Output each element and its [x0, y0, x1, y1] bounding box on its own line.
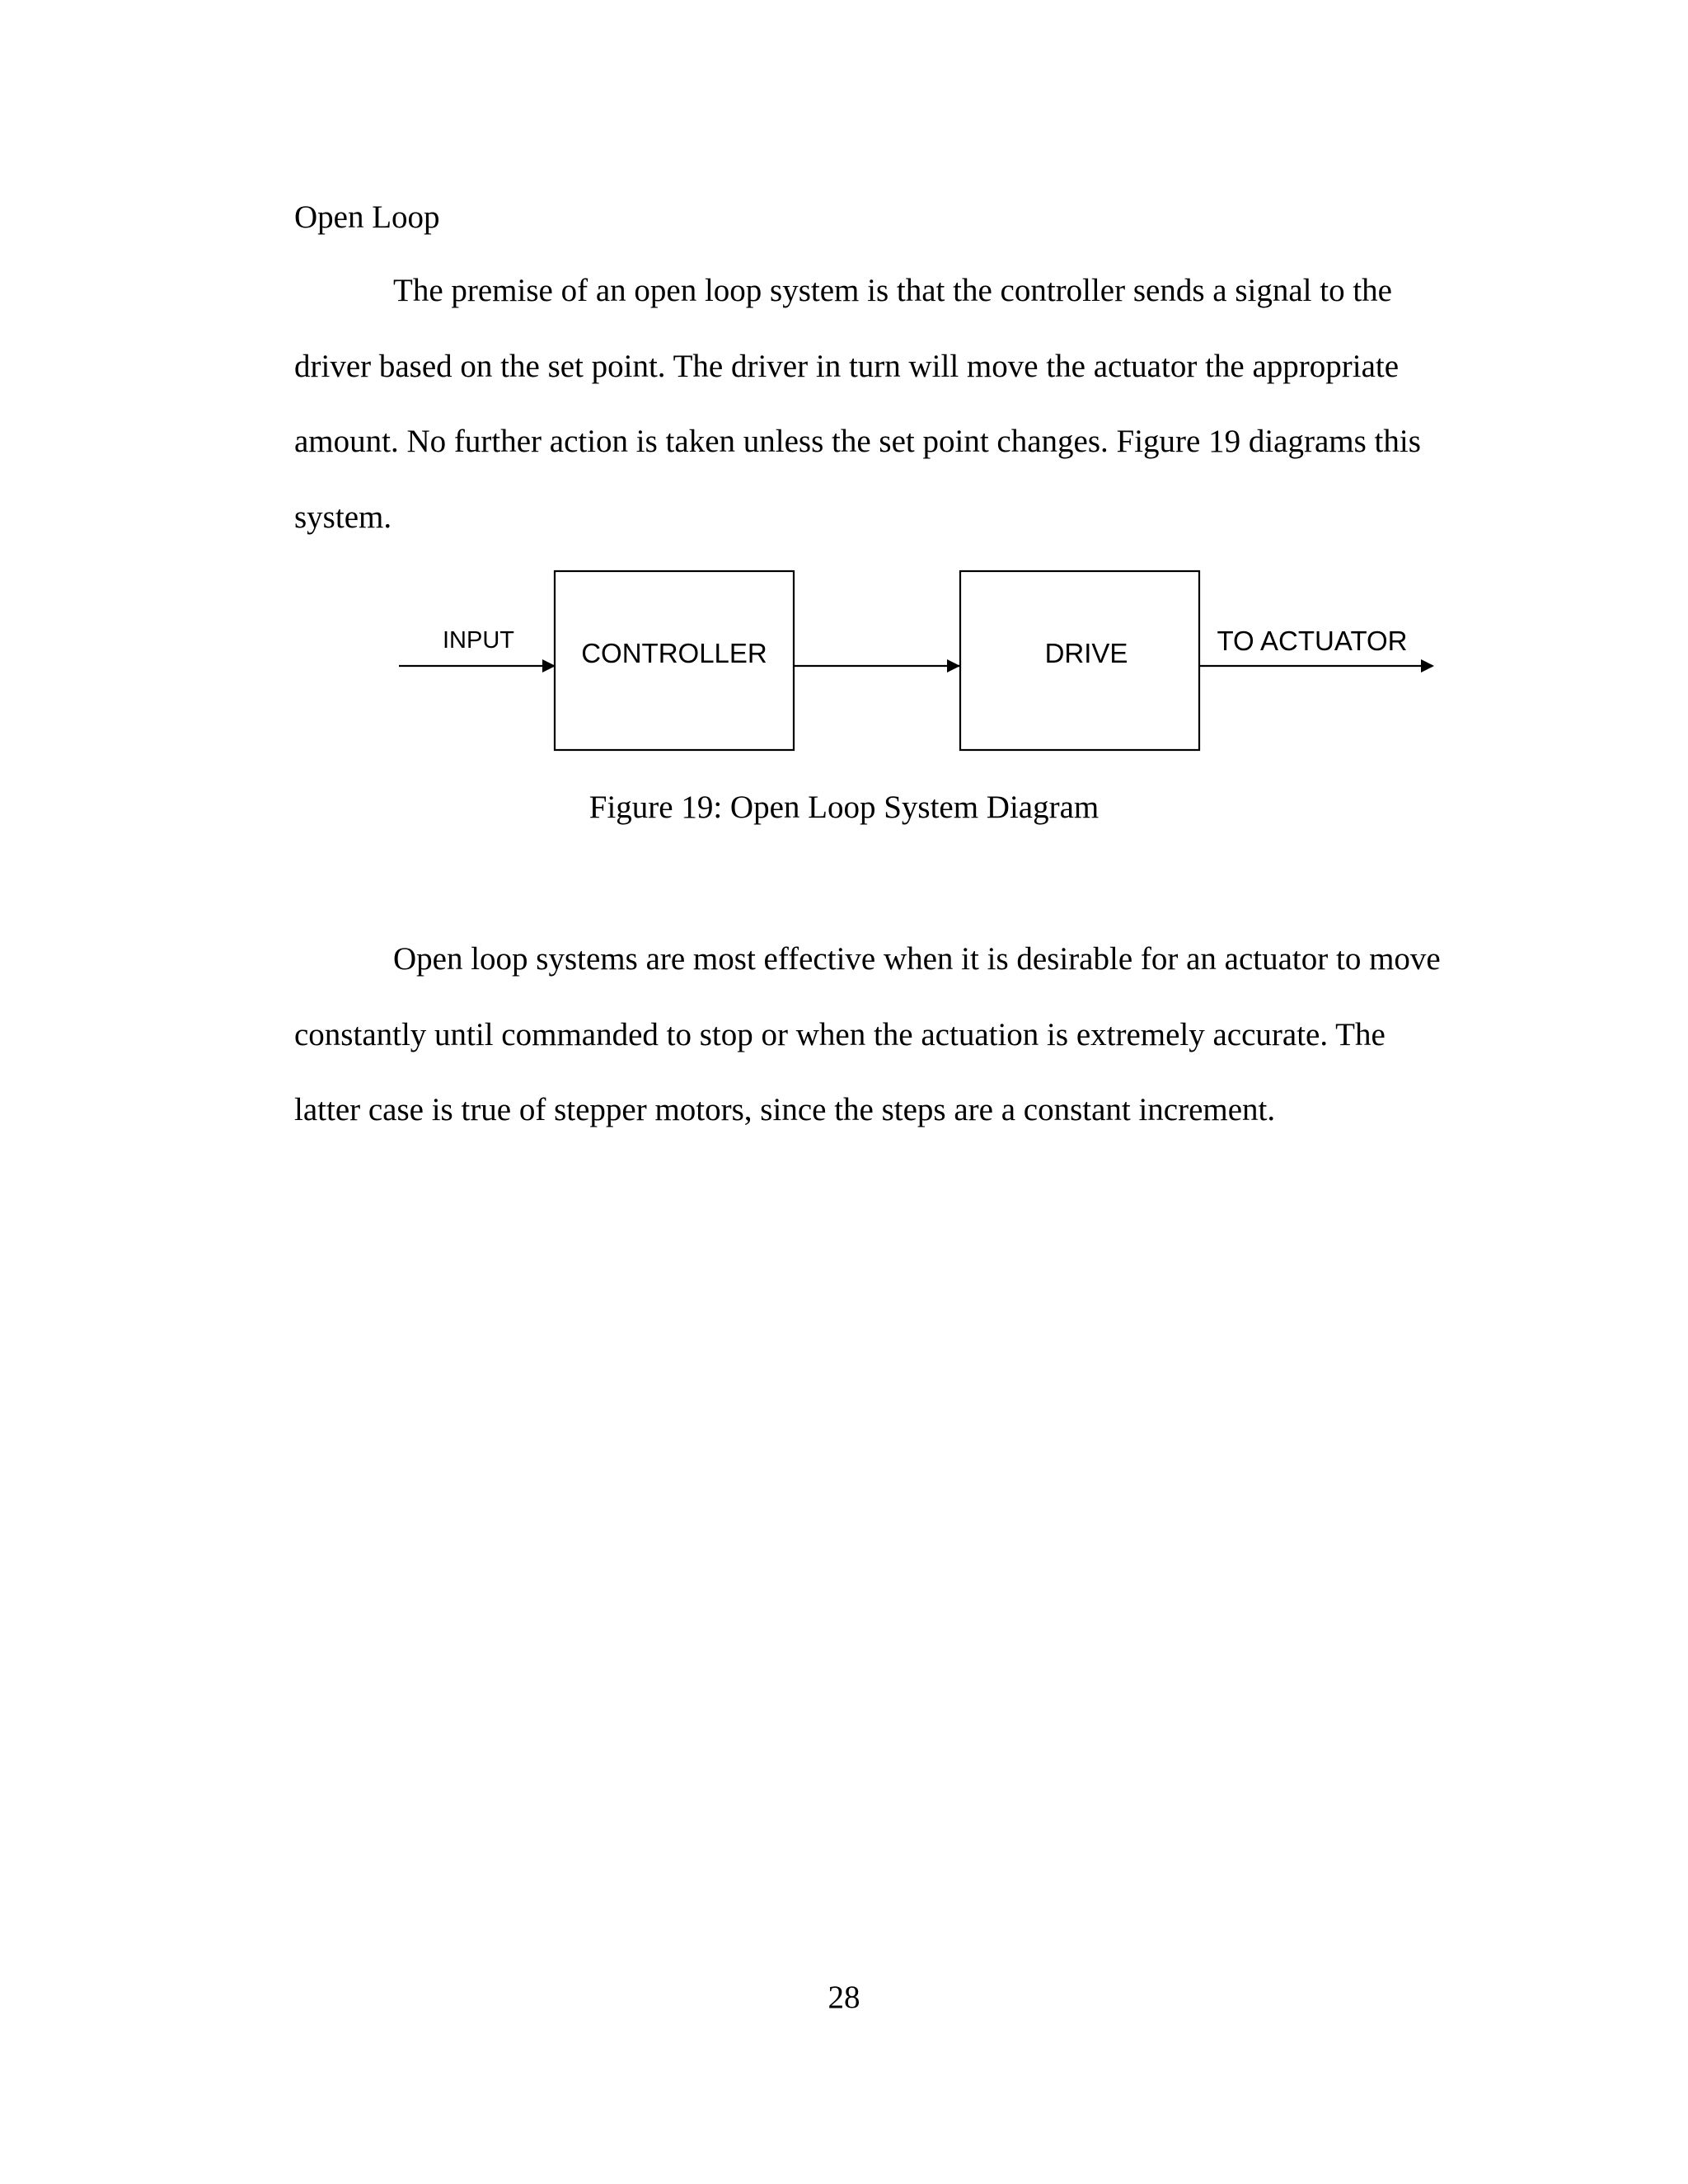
paragraph-line: driver based on the set point. The driver in turn will move the actuator the appropriate: [294, 348, 1400, 384]
input-arrowhead-icon: [542, 659, 556, 673]
page-number: 28: [828, 1980, 860, 2015]
paragraph-effectiveness: [294, 921, 1465, 1148]
paragraph-line: latter case is true of stepper motors, since the steps are a constant increment.: [294, 1092, 1276, 1127]
section-heading: Open Loop: [294, 199, 440, 235]
connector-arrowhead-icon: [947, 659, 960, 673]
paragraph-line: The premise of an open loop system is that the controller sends a signal to the: [393, 273, 1392, 308]
paragraph-intro: [294, 253, 1465, 555]
output-label: TO ACTUATOR: [1217, 626, 1408, 656]
paragraph-line: system.: [294, 499, 392, 535]
output-arrowhead-icon: [1421, 659, 1434, 673]
controller-label: CONTROLLER: [581, 638, 767, 668]
paragraph-line: constantly until commanded to stop or when the actuation is extremely accurate. The: [294, 1016, 1386, 1052]
paragraph-line: Open loop systems are most effective when it is desirable for an actuator to move: [393, 941, 1441, 977]
figure-caption: Figure 19: Open Loop System Diagram: [588, 790, 1100, 825]
paragraph-line: amount. No further action is taken unless the set point changes. Figure 19 diagrams this: [294, 424, 1421, 459]
drive-label: DRIVE: [1044, 638, 1128, 668]
input-label: INPUT: [443, 627, 514, 654]
open-loop-block-diagram: [387, 560, 1459, 766]
